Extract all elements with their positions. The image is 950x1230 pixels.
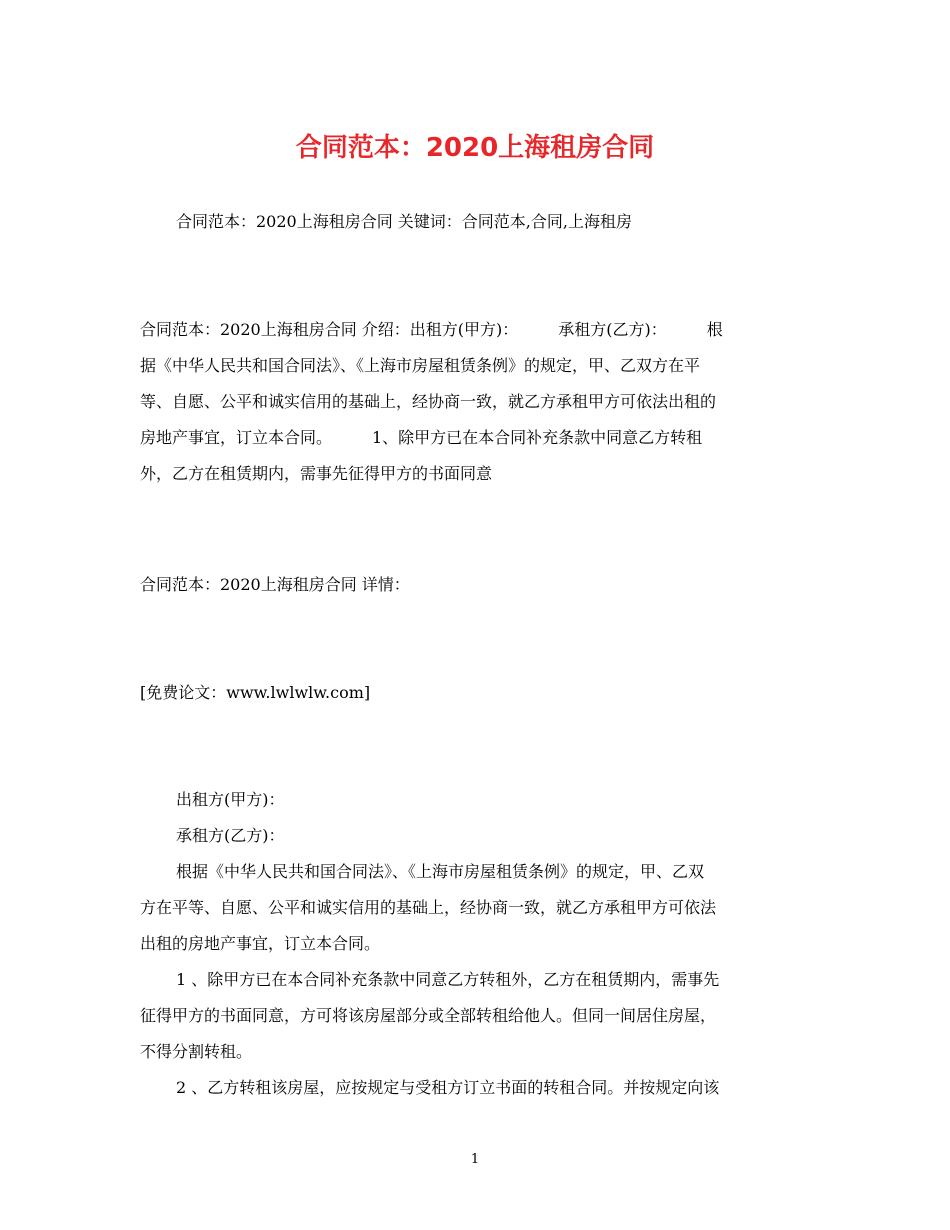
lessor-line: 出租方(甲方)： [176,790,285,809]
intro-line: 等、自愿、公平和诚实信用的基础上，经协商一致，就乙方承租甲方可依法出租的 [140,392,717,411]
intro-paragraph [140,312,810,492]
intro-line: 据《中华人民共和国合同法》、《上海市房屋租赁条例》的规定，甲、乙双方在平 [140,356,701,375]
clause-2-line: 2 、乙方转租该房屋，应按规定与受租方订立书面的转租合同。并按规定向该 [176,1078,720,1097]
body-line: 根据《中华人民共和国合同法》、《上海市房屋租赁条例》的规定，甲、乙双 [176,862,705,881]
page-number: 1 [470,1152,480,1167]
source-note [140,675,810,711]
intro-line: 房地产事宜，订立本合同。 1、除甲方已在本合同补充条款中同意乙方转租 [140,428,703,447]
intro-line: 合同范本：2020上海租房合同 介绍：出租方(甲方)： 承租方(乙方)： 根 [140,320,723,339]
body-line: 方在平等、自愿、公平和诚实信用的基础上，经协商一致，就乙方承租甲方可依法 [140,898,717,917]
details-heading-text: 合同范本：2020上海租房合同 详情： [140,575,410,594]
body-line: 出租的房地产事宜，订立本合同。 [140,934,381,953]
source-note-text: [免费论文：www.lwlwlw.com] [140,683,371,702]
lessee-line: 承租方(乙方)： [176,826,285,845]
clause-1-line: 征得甲方的书面同意，方可将该房屋部分或全部转租给他人。但同一间居住房屋， [140,1006,717,1025]
contract-body [140,782,810,1106]
keywords-paragraph [140,204,810,240]
intro-line: 外，乙方在租赁期内，需事先征得甲方的书面同意 [140,464,493,483]
clause-1-line: 不得分割转租。 [140,1042,253,1061]
keywords-line: 合同范本：2020上海租房合同 关键词：合同范本,合同,上海租房 [176,212,632,231]
details-heading [140,567,810,603]
clause-1-line: 1 、除甲方已在本合同补充条款中同意乙方转租外，乙方在租赁期内，需事先 [176,970,720,989]
document-title: 合同范本：2020上海租房合同 [295,133,655,163]
